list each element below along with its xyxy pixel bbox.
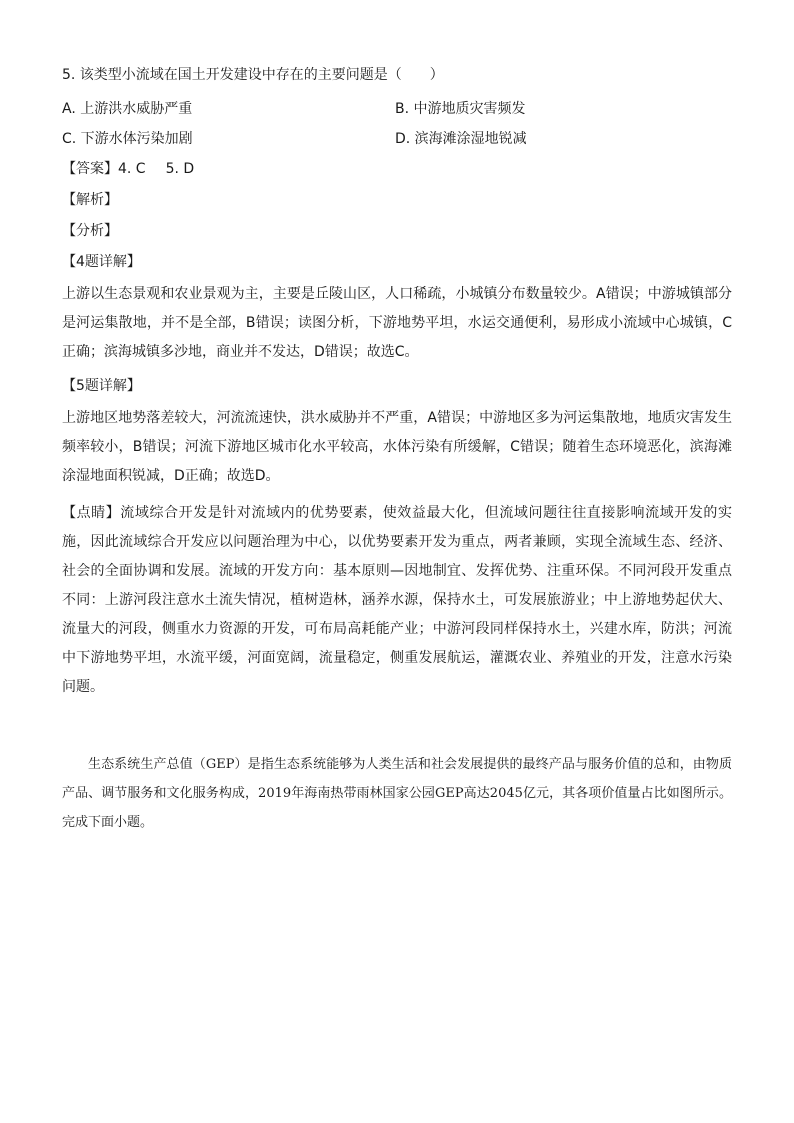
- q4-heading: 【4题详解】: [62, 254, 141, 270]
- option-b: B. 中游地质灾害频发: [395, 101, 526, 117]
- fenxi-label: 【分析】: [62, 223, 118, 239]
- q5-heading: 【5题详解】: [62, 378, 141, 394]
- jiexi-label: 【解析】: [62, 192, 118, 208]
- dianjing-note: 【点睛】流域综合开发是针对流域内的优势要素，使效益最大化，但流域问题往往直接影响流域开发的实施，因此流域综合开发应以问题治理为中心，以优势要素开发为重点，两者兼顾，实现全流域生态、经济、社会的全面协调和发展。流域的开发方向：基本原则—因地制宜、发挥优势、注重环保。不同河段开发重点不同：上游河段注意水土流失情况，植树造林，涵养水源，保持水土，可发展旅游业；中上游地势起伏大、流量大的河段，侧重水力资源的开发，可布局高耗能产业；中游河段同样保持水土，兴建水库，防洪；河流中下游地势平坦，水流平缓，河面宽阔，流量稳定，侧重发展航运，灌溉农业、养殖业的开发，注意水污染问题。: [62, 505, 732, 695]
- q5-explanation: 上游地区地势落差较大，河流流速快，洪水威胁并不严重，A错误；中游地区多为河运集散地，地质灾害发生频率较小，B错误；河流下游地区城市化水平较高，水体污染有所缓解，C错误；随着生态环境恶化，滨海滩涂湿地面积锐减，D正确；故选D。: [62, 410, 732, 484]
- answer-q5: 5. D: [165, 161, 195, 177]
- answer-label: 【答案】: [62, 161, 118, 177]
- option-d: D. 滨海滩涂湿地锐减: [395, 131, 527, 147]
- q4-explanation: 上游以生态景观和农业景观为主，主要是丘陵山区，人口稀疏，小城镇分布数量较少。A错误；中游城镇部分是河运集散地，并不是全部，B错误；读图分析，下游地势平坦，水运交通便利，易形成小流域中心城镇，C正确；滨海城镇多沙地，商业并不发达，D错误；故选C。: [62, 286, 732, 360]
- answer-line: [62, 160, 194, 178]
- option-c: C. 下游水体污染加剧: [62, 131, 193, 147]
- gep-passage: 生态系统生产总值（GEP）是指生态系统能够为人类生活和社会发展提供的最终产品与服务价值的总和，由物质产品、调节服务和文化服务构成，2019年海南热带雨林国家公园GEP高达2045亿元，其各项价值量占比如图所示。完成下面小题。: [62, 757, 732, 830]
- answer-q4: 4. C: [118, 161, 146, 177]
- option-a: A. 上游洪水威胁严重: [62, 101, 193, 117]
- question-stem: 5. 该类型小流域在国土开发建设中存在的主要问题是（ ）: [62, 67, 444, 83]
